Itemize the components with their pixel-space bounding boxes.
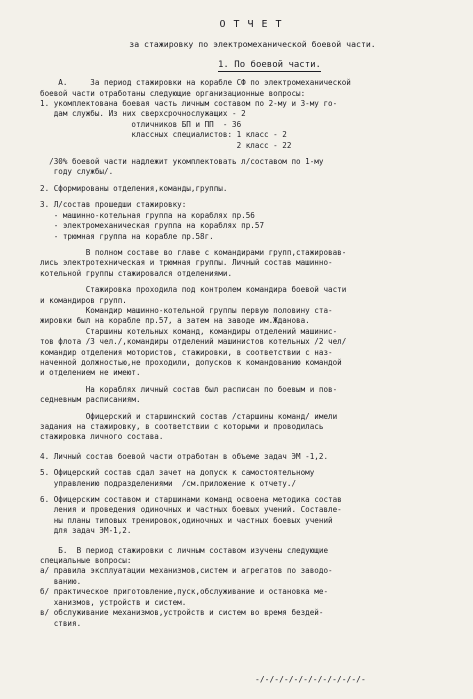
- text-line: А. За период стажировки на корабле СФ по электромеханической: [40, 78, 351, 88]
- text-line: котельной группы стажировался отделениями.: [40, 268, 233, 278]
- text-line: отличников БП и ПП - 36: [40, 119, 242, 129]
- text-line: На кораблях личный состав был расписан по боевым и пов-: [40, 384, 338, 394]
- document-title: ОТЧЕТ: [219, 19, 290, 30]
- text-line: - трюмная группа на корабле пр.58г.: [40, 231, 214, 241]
- section-heading-text: 1. По боевой части.: [218, 59, 321, 70]
- document-subtitle: за стажировку по электромеханической боевой части.: [129, 39, 376, 50]
- text-line: В полном составе во главе с командирами групп,стажировав-: [40, 247, 347, 257]
- document-body: [40, 78, 455, 629]
- text-line: дам службы. Из них сверхсрочнослужащих - 2: [40, 109, 246, 119]
- text-line: б/ практическое приготовление,пуск,обслуживание и остановка ме-: [40, 587, 329, 597]
- text-line: лись электротехническая и трюмная группы. Личный состав машинно-: [40, 258, 333, 268]
- text-line: тов флота /3 чел./,командиры отделений машинистов котельных /2 чел/: [40, 337, 347, 347]
- text-line: 5. Офицерский состав сдал зачет на допуск к самостоятельному: [40, 468, 315, 478]
- text-line: Старшины котельных команд, командиры отделений машинис-: [40, 326, 338, 336]
- text-line: ванию.: [40, 576, 82, 586]
- text-line: Офицерский и старшинский состав /старшины команд/ имели: [40, 411, 338, 421]
- text-line: командир отделения мотористов, стажировки, в соответствии с наз-: [40, 347, 333, 357]
- paragraph-gap: [40, 537, 455, 546]
- text-line: Стажировка проходила под контролем командира боевой части: [40, 285, 347, 295]
- text-line: 3. Л/состав прошедши стажировку:: [40, 200, 187, 210]
- text-line: специальные вопросы:: [40, 556, 132, 566]
- text-line: а/ правила эксплуатации механизмов,систем и агрегатов по заводо-: [40, 566, 333, 576]
- paragraph-gap: [40, 443, 455, 452]
- closing-dashes: -/-/-/-/-/-/-/-/-/-/-/-: [255, 675, 366, 684]
- text-line: - машинно-котельная группа на кораблях пр.56: [40, 210, 255, 220]
- text-line: Б. В период стажировки с личным составом изучены следующие: [40, 545, 329, 555]
- text-line: 2. Сформированы отделения,команды,группы.: [40, 183, 228, 193]
- text-line: ствия.: [40, 618, 82, 628]
- section-heading: [40, 60, 455, 70]
- text-line: Командир машинно-котельной группы первую половину ста-: [40, 305, 333, 315]
- text-line: и командиров групп.: [40, 295, 127, 305]
- text-line: 1. укомплектована боевая часть личным составом по 2-му и 3-му го-: [40, 99, 338, 109]
- text-line: ны планы типовых тренировок,одиночных и частных боевых учений: [40, 515, 333, 525]
- text-line: 4. Личный состав боевой части отработан в объеме задач ЭМ -1,2.: [40, 451, 329, 461]
- text-line: классных специалистов: 1 класс - 2: [40, 130, 287, 140]
- text-line: задания на стажировку, в соответствии с которыми и проводилась: [40, 422, 324, 431]
- text-line: году службы/.: [40, 167, 114, 177]
- text-line: 2 класс - 22: [40, 140, 292, 150]
- text-line: наченной должностью,не проходили, допусков к командованию командой: [40, 357, 342, 367]
- text-line: ханизмов, устройств и систем.: [40, 597, 187, 607]
- text-line: - электромеханическая группа на кораблях пр.57: [40, 221, 265, 231]
- text-line: /30% боевой части надлежит укомплектовать л/составом по 1-му: [40, 157, 324, 167]
- text-line: управлению подразделениями /см.приложение к отчету./: [40, 478, 297, 488]
- text-line: седневным расписаниям.: [40, 395, 141, 405]
- text-line: ления и проведения одиночных и частных боевых учений. Составле-: [40, 505, 342, 515]
- text-line: для задач ЭМ-1,2.: [40, 526, 132, 536]
- text-line: стажировка личного состава.: [40, 432, 164, 442]
- text-line: 6. Офицерским составом и старшинами команд освоена методика состав: [40, 495, 342, 505]
- text-line: жировки был на корабле пр.57, а затем на заводе им.Жданова.: [40, 316, 310, 326]
- text-line: боевой части отработаны следующие организационные вопросы:: [40, 88, 306, 98]
- text-line: и отделением не имеют.: [40, 368, 141, 378]
- text-line: в/ обслуживание механизмов,устройств и систем во время бездей-: [40, 608, 324, 618]
